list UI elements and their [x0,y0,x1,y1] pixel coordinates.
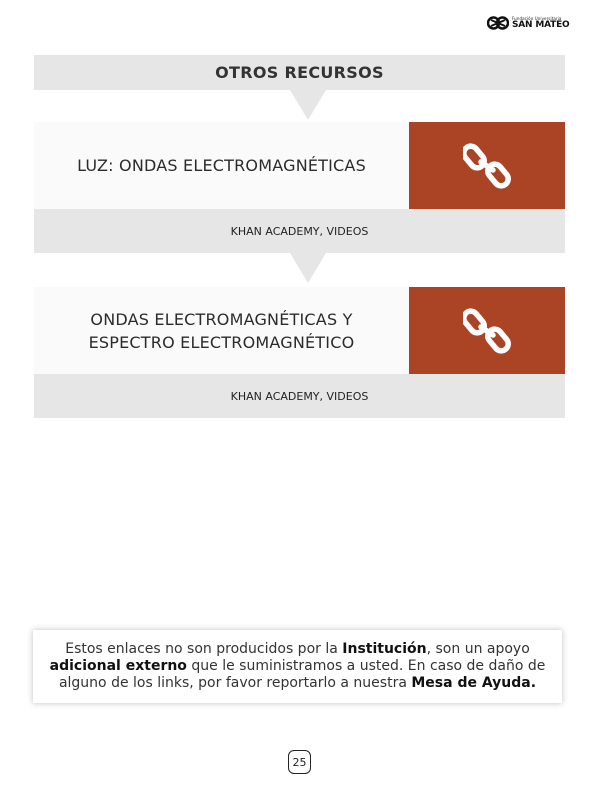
down-arrow-decoration [290,90,326,120]
disclaimer-part: Estos enlaces no son producidos por la [65,641,343,657]
resource-title-2 [34,287,409,374]
resource-source-2: KHAN ACADEMY, VIDEOS [34,374,565,418]
resource-link-button-1[interactable] [409,122,565,209]
disclaimer-help-desk: Mesa de Ayuda. [411,675,537,691]
resource-source-1: KHAN ACADEMY, VIDEOS [34,209,565,253]
logo-subtitle: Fundación Universitaria [512,15,562,21]
disclaimer-bold-external: adicional externo [49,658,187,674]
resource-title-1 [34,122,409,209]
disclaimer-bold-institution: Institución [342,641,427,657]
logo-name: SAN MATEO [512,19,570,30]
disclaimer-part: que le suministramos a usted. En caso de daño de alguno de los links, por favor reportarlo a nuestra [58,658,546,691]
disclaimer-text [45,641,550,692]
san-mateo-logo [487,14,569,32]
resource-title-2-line1: ONDAS ELECTROMAGNÉTICAS Y [90,309,353,329]
chain-link-icon [463,142,511,190]
down-arrow-decoration [290,253,326,283]
resource-link-button-2[interactable] [409,287,565,374]
section-title: OTROS RECURSOS [34,55,565,90]
resource-title-1-line1: LUZ: ONDAS ELECTROMAGNÉTICAS [77,156,366,175]
page-number: 25 [288,750,311,774]
disclaimer-part: , son un apoyo [426,641,530,657]
resource-title-2-line2: ESPECTRO ELECTROMAGNÉTICO [88,332,355,352]
chain-link-icon [463,307,511,355]
infinity-logo-icon [487,14,509,32]
disclaimer-box [33,630,562,703]
logo-text [512,17,569,30]
